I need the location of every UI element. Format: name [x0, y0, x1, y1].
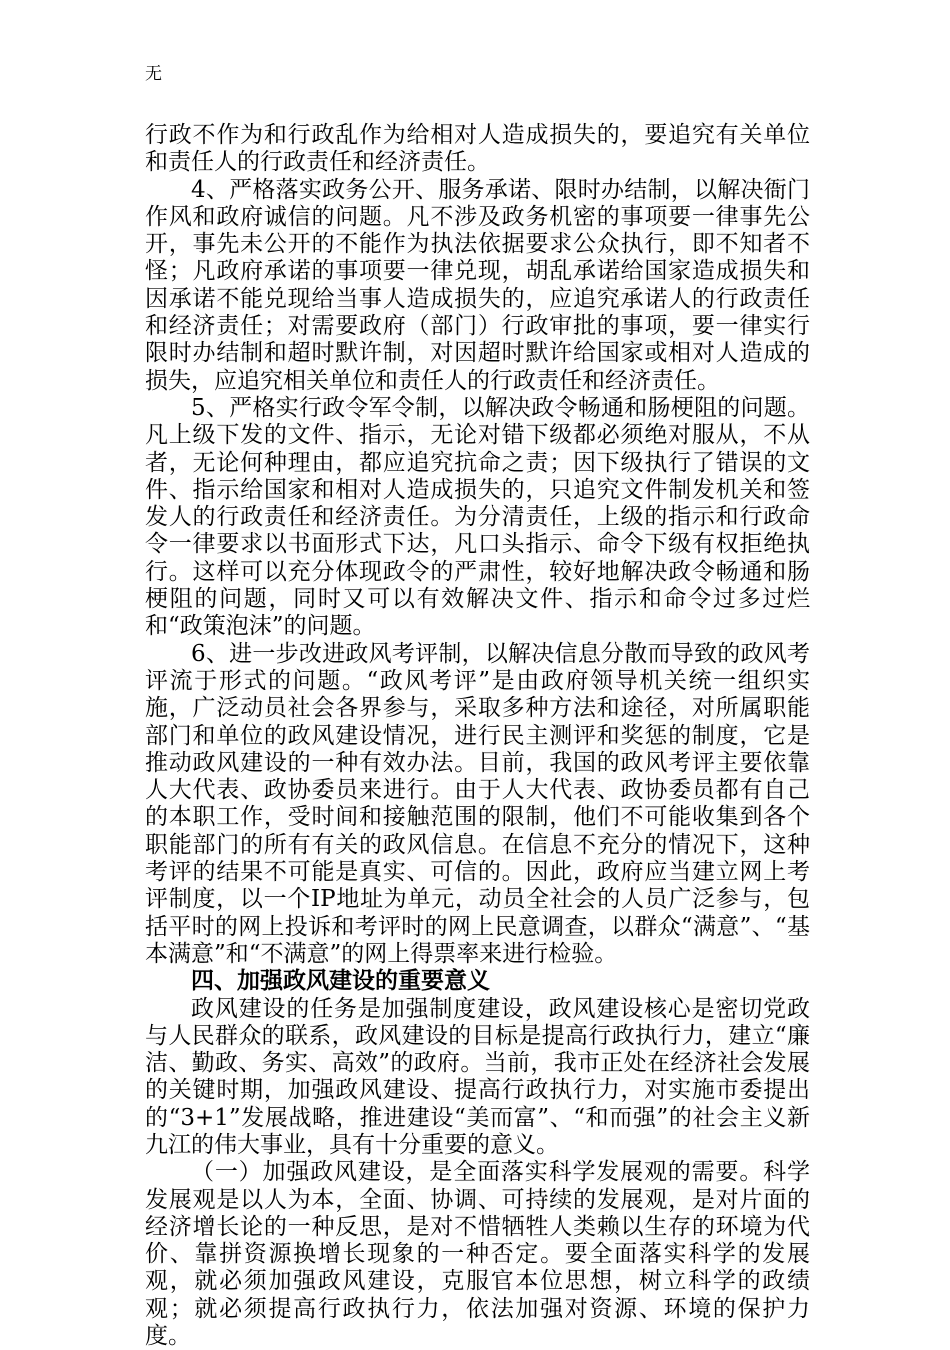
document-body [145, 122, 810, 1350]
paragraph-item-4: 4、严格落实政务公开、服务承诺、限时办结制，以解决衙门作风和政府诚信的问题。凡不涉及政务机密的事项要一律事先公开，事先未公开的不能作为执法依据要求公众执行，即不知者不怪；凡政府承诺的事项要一律兑现，胡乱承诺给国家造成损失和因承诺不能兑现给当事人造成损失的，应追究承诺人的行政责任和经济责任；对需要政府（部门）行政审批的事项，要一律实行限时办结制和超时默许制，对因超时默许给国家或相对人造成的损失，应追究相关单位和责任人的行政责任和经济责任。 [145, 176, 810, 394]
section-heading: 四、加强政风建设的重要意义 [191, 968, 490, 995]
paragraph-section-intro: 政风建设的任务是加强制度建设，政风建设核心是密切党政与人民群众的联系，政风建设的目标是提高行政执行力，建立“廉洁、勤政、务实、高效”的政府。当前，我市正处在经济社会发展的关键时期，加强政风建设、提高行政执行力，对实施市委提出的“3+1”发展战略，推进建设“美而富”、“和而强”的社会主义新九江的伟大事业，具有十分重要的意义。 [145, 995, 810, 1158]
paragraph-continuation: 行政不作为和行政乱作为给相对人造成损失的，要追究有关单位和责任人的行政责任和经济责任。 [145, 122, 810, 176]
paragraph-item-5: 5、严格实行政令军令制，以解决政令畅通和肠梗阻的问题。凡上级下发的文件、指示，无论对错下级都必须绝对服从，不从者，无论何种理由，都应追究抗命之责；因下级执行了错误的文件、指示给国家和相对人造成损失的，只追究文件制发机关和签发人的行政责任和经济责任。为分清责任，上级的指示和行政命令一律要求以书面形式下达，凡口头指示、命令下级有权拒绝执行。这样可以充分体现政令的严肃性，较好地解决政令畅通和肠梗阻的问题，同时又可以有效解决文件、指示和命令过多过烂和“政策泡沫”的问题。 [145, 394, 810, 640]
paragraph-item-6: 6、进一步改进政风考评制，以解决信息分散而导致的政风考评流于形式的问题。“政风考评”是由政府领导机关统一组织实施，广泛动员社会各界参与，采取多种方法和途径，对所属职能部门和单位的政风建设情况，进行民主测评和奖惩的制度，它是推动政风建设的一种有效办法。目前，我国的政风考评主要依靠人大代表、政协委员来进行。由于人大代表、政协委员都有自己的本职工作，受时间和接触范围的限制，他们不可能收集到各个职能部门的所有有关的政风信息。在信息不充分的情况下，这种考评的结果不可能是真实、可信的。因此，政府应当建立网上考评制度，以一个IP地址为单元，动员全社会的人员广泛参与，包括平时的网上投诉和考评时的网上民意调查，以群众“满意”、“基本满意”和“不满意”的网上得票率来进行检验。 [145, 640, 810, 967]
paragraph-subsection-1: （一）加强政风建设，是全面落实科学发展观的需要。科学发展观是以人为本，全面、协调、可持续的发展观，是对片面的经济增长论的一种反思，是对不惜牺牲人类赖以生存的环境为代价、靠拼资源换增长现象的一种否定。要全面落实科学的发展观，就必须加强政风建设，克服官本位思想，树立科学的政绩观；就必须提高行政执行力，依法加强对资源、环境的保护力度。 [145, 1159, 810, 1350]
page-header: 无 [145, 64, 162, 84]
